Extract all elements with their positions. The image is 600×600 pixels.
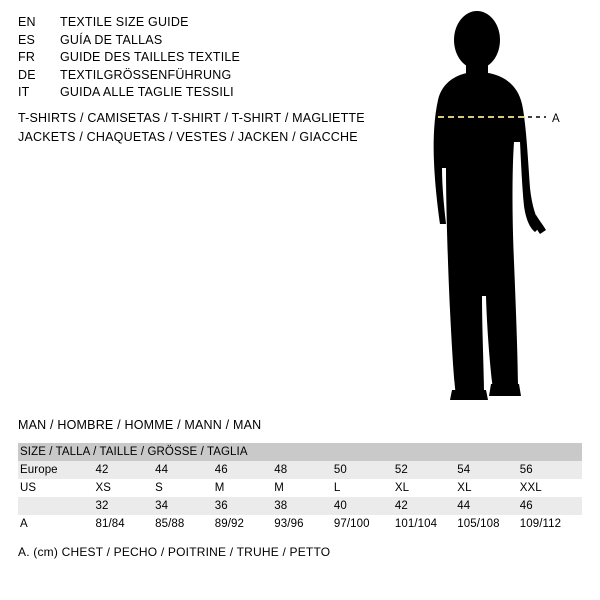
cell: 54: [457, 464, 471, 476]
cell: 38: [274, 500, 288, 512]
table-row: [18, 461, 582, 479]
cell: XXL: [519, 482, 542, 494]
language-row: [18, 32, 348, 50]
language-code: DE: [18, 67, 36, 82]
table-row: [18, 497, 582, 515]
cell: L: [333, 482, 341, 494]
cell: 89/92: [214, 518, 244, 530]
row-label: Europe: [20, 464, 58, 476]
cell: S: [155, 482, 163, 494]
cell: M: [214, 482, 225, 494]
language-code: ES: [18, 32, 36, 47]
row-label: US: [20, 482, 37, 494]
silhouette-svg: [400, 10, 590, 410]
language-title-list: [18, 14, 348, 102]
cell: 44: [457, 500, 471, 512]
language-title: GUÍA DE TALLAS: [60, 32, 163, 47]
cell: 48: [274, 464, 288, 476]
cell: 101/104: [394, 518, 438, 530]
cell: 40: [333, 500, 347, 512]
cell: 42: [95, 464, 109, 476]
table-row: [18, 479, 582, 497]
table-header-label: SIZE / TALLA / TAILLE / GRÖSSE / TAGLIA: [20, 446, 248, 458]
cell: 81/84: [95, 518, 125, 530]
garment-category-list: [18, 109, 378, 147]
language-row: [18, 14, 348, 32]
language-row: [18, 67, 348, 85]
language-row: [18, 84, 348, 102]
cell: M: [274, 482, 284, 494]
cell: 36: [214, 500, 228, 512]
cell: 109/112: [519, 518, 562, 530]
row-label: [18, 497, 96, 515]
cell: 50: [333, 464, 347, 476]
cell: 105/108: [457, 518, 500, 530]
language-row: [18, 49, 348, 67]
cell: 56: [519, 464, 533, 476]
cell: XL: [394, 482, 410, 494]
language-title: GUIDA ALLE TAGLIE TESSILI: [60, 85, 234, 99]
category-jackets: JACKETS / CHAQUETAS / VESTES / JACKEN / GIACCHE: [18, 130, 358, 144]
cell: 42: [394, 500, 408, 512]
cell: 46: [214, 464, 228, 476]
table-row: [18, 515, 582, 533]
cell: XS: [95, 482, 112, 494]
language-title: GUIDE DES TAILLES TEXTILE: [60, 50, 241, 64]
cell: 85/88: [155, 518, 185, 530]
measure-label-a: A: [552, 113, 561, 125]
table-row-header: [18, 443, 582, 461]
cell: 46: [519, 500, 533, 512]
footnote-chest-measure: A. (cm) CHEST / PECHO / POITRINE / TRUHE / PETTO: [18, 545, 331, 559]
language-code: IT: [18, 85, 30, 99]
language-title: TEXTILGRÖSSENFÜHRUNG: [60, 67, 232, 82]
language-title: TEXTILE SIZE GUIDE: [60, 15, 189, 29]
cell: 34: [155, 500, 169, 512]
cell: 32: [95, 500, 109, 512]
language-code: FR: [18, 50, 36, 64]
cell: XL: [457, 482, 472, 494]
male-silhouette-illustration: [400, 10, 590, 410]
row-label: A: [20, 518, 28, 530]
size-table: [18, 443, 582, 533]
cell: 52: [394, 464, 408, 476]
cell: 97/100: [333, 518, 370, 530]
cell: 93/96: [274, 518, 304, 530]
category-tshirts: T-SHIRTS / CAMISETAS / T-SHIRT / T-SHIRT / MAGLIETTE: [18, 111, 365, 125]
cell: 44: [155, 464, 169, 476]
table-title-man: MAN / HOMBRE / HOMME / MANN / MAN: [18, 418, 262, 432]
language-code: EN: [18, 15, 36, 29]
